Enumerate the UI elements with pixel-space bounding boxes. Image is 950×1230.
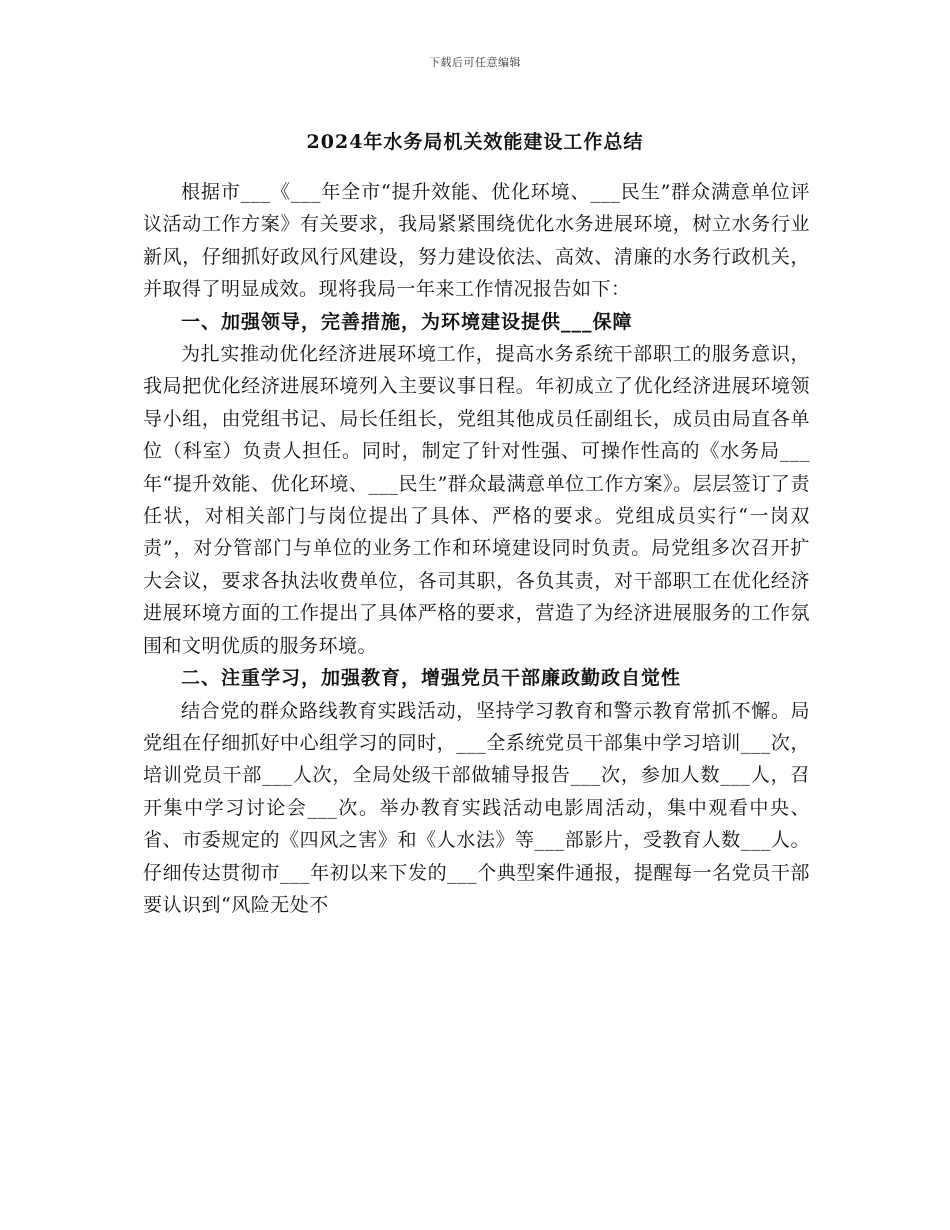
- page-header-note: 下载后可任意编辑: [429, 56, 521, 69]
- document-body: [143, 176, 810, 921]
- section-body-2: 结合党的群众路线教育实践活动，坚持学习教育和警示教育常抓不懈。局党组在仔细抓好中心组学习的同时，___全系统党员干部集中学习培训___次，培训党员干部___人次，全局处级干部做辅导报告___次，参加人数___人，召开集中学习讨论会___次。举办教育实践活动电影周活动，集中观看中央、省、市委规定的《四风之害》和《人水法》等___部影片，受教育人数___人。仔细传达贯彻市___年初以来下发的___个典型案件通报，提醒每一名党员干部要认识到“风险无处不: [143, 699, 810, 916]
- section-heading-2: 二、注重学习，加强教育，增强党员干部廉政勤政自觉性: [181, 667, 682, 690]
- intro-paragraph: 根据市___《___年全市“提升效能、优化环境、___民生”群众满意单位评议活动工作方案》有关要求，我局紧紧围绕优化水务进展环境，树立水务行业新风，仔细抓好政风行风建设，努力建设依法、高效、清廉的水务行政机关，并取得了明显成效。现将我局一年来工作情况报告如下：: [143, 181, 810, 301]
- section-body-1: 为扎实推动优化经济进展环境工作，提高水务系统干部职工的服务意识，我局把优化经济进展环境列入主要议事日程。年初成立了优化经济进展环境领导小组，由党组书记、局长任组长，党组其他成员任副组长，成员由局直各单位（科室）负责人担任。同时，制定了针对性强、可操作性高的《水务局___年“提升效能、优化环境、___民生”群众最满意单位工作方案》。层层签订了责任状，对相关部门与岗位提出了具体、严格的要求。党组成员实行“一岗双责”，对分管部门与单位的业务工作和环境建设同时负责。局党组多次召开扩大会议，要求各执法收费单位，各司其职，各负其责，对干部职工在优化经济进展环境方面的工作提出了具体严格的要求，营造了为经济进展服务的工作氛围和文明优质的服务环境。: [143, 343, 810, 657]
- section-heading-1: 一、加强领导，完善措施，为环境建设提供___保障: [181, 310, 633, 333]
- document-title: 2024年水务局机关效能建设工作总结: [306, 131, 644, 153]
